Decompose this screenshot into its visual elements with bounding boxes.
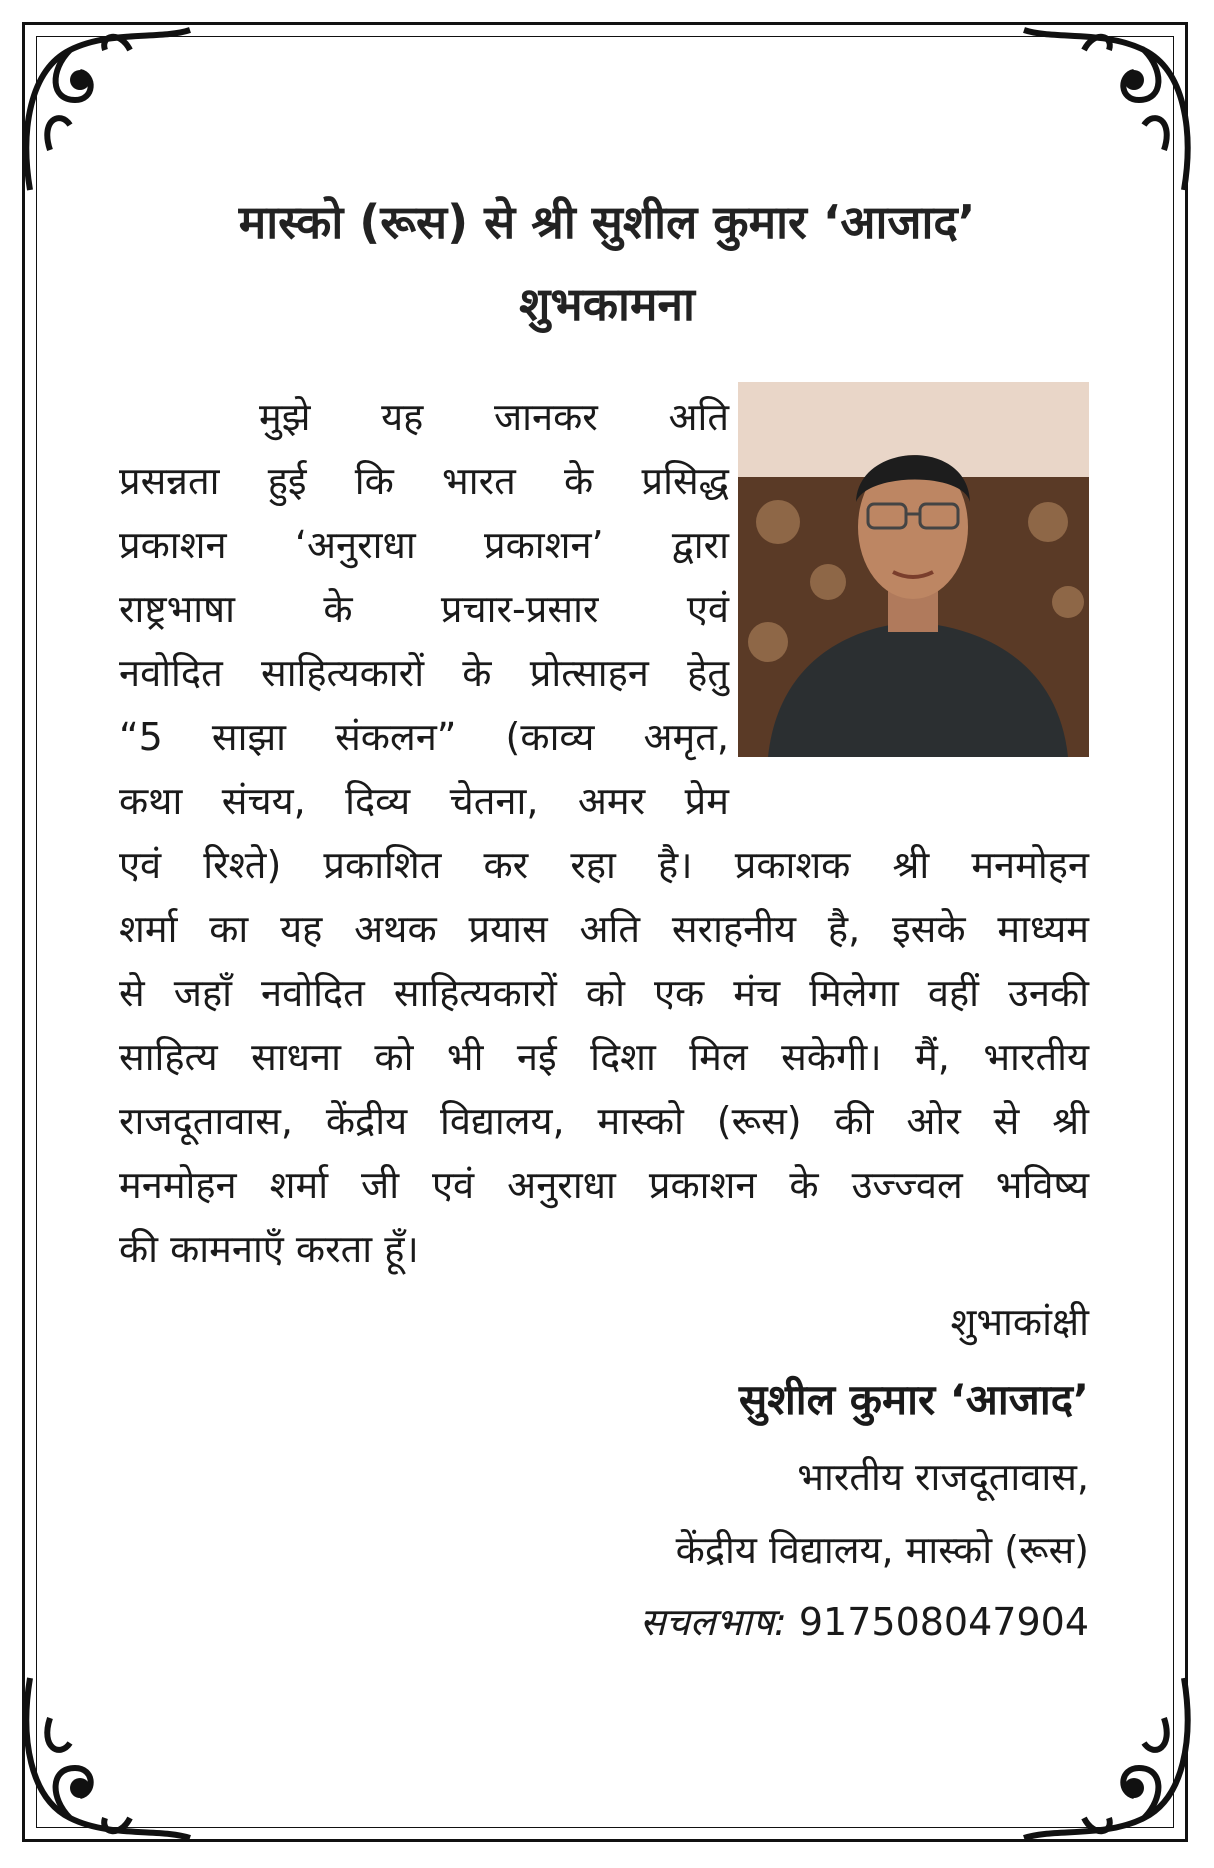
body-line: राजदूतावास, केंद्रीय विद्यालय, मास्को (रूस) की ओर से श्री bbox=[119, 1099, 1089, 1143]
body-line: साहित्य साधना को भी नई दिशा मिल सकेगी। मैं, भारतीय bbox=[119, 1035, 1089, 1079]
signature-org: भारतीय राजदूतावास, bbox=[797, 1455, 1089, 1499]
body-line: मुझे यह जानकर अति bbox=[259, 395, 729, 439]
ornament-corner-icon bbox=[10, 10, 200, 200]
phone-number: 917508047904 bbox=[798, 1600, 1089, 1644]
body-line: प्रकाशन ‘अनुराधा प्रकाशन’ द्वारा bbox=[119, 523, 729, 567]
phone-label: सचलभाष: bbox=[639, 1600, 787, 1644]
body-line: नवोदित साहित्यकारों के प्रोत्साहन हेतु bbox=[119, 651, 729, 695]
body-line: से जहाँ नवोदित साहित्यकारों को एक मंच मिलेगा वहीं उनकी bbox=[119, 971, 1089, 1015]
body-line: प्रसन्नता हुई कि भारत के प्रसिद्ध bbox=[119, 459, 729, 503]
signature-closing: शुभाकांक्षी bbox=[950, 1300, 1089, 1344]
body-line: राष्ट्रभाषा के प्रचार-प्रसार एवं bbox=[119, 587, 729, 631]
body-line: की कामनाएँ करता हूँ। bbox=[119, 1227, 419, 1271]
signature-phone bbox=[640, 1595, 1089, 1647]
body-line: “5 साझा संकलन” (काव्य अमृत, bbox=[119, 715, 729, 759]
body-line: कथा संचय, दिव्य चेतना, अमर प्रेम bbox=[119, 779, 729, 823]
page-title: मास्को (रूस) से श्री सुशील कुमार ‘आजाद’ bbox=[238, 195, 976, 249]
ornament-corner-icon bbox=[1014, 1668, 1204, 1858]
ornament-corner-icon bbox=[1014, 10, 1204, 200]
page-subtitle: शुभकामना bbox=[519, 277, 695, 331]
body-line: मनमोहन शर्मा जी एवं अनुराधा प्रकाशन के उज्ज्वल भविष्य bbox=[119, 1163, 1089, 1207]
portrait-photo bbox=[738, 382, 1089, 757]
signature-name: सुशील कुमार ‘आजाद’ bbox=[738, 1375, 1089, 1424]
body-line: शर्मा का यह अथक प्रयास अति सराहनीय है, इसके माध्यम bbox=[119, 907, 1089, 951]
body-line: एवं रिश्ते) प्रकाशित कर रहा है। प्रकाशक श्री मनमोहन bbox=[119, 843, 1089, 887]
ornament-corner-icon bbox=[10, 1668, 200, 1858]
signature-place: केंद्रीय विद्यालय, मास्को (रूस) bbox=[675, 1528, 1089, 1572]
